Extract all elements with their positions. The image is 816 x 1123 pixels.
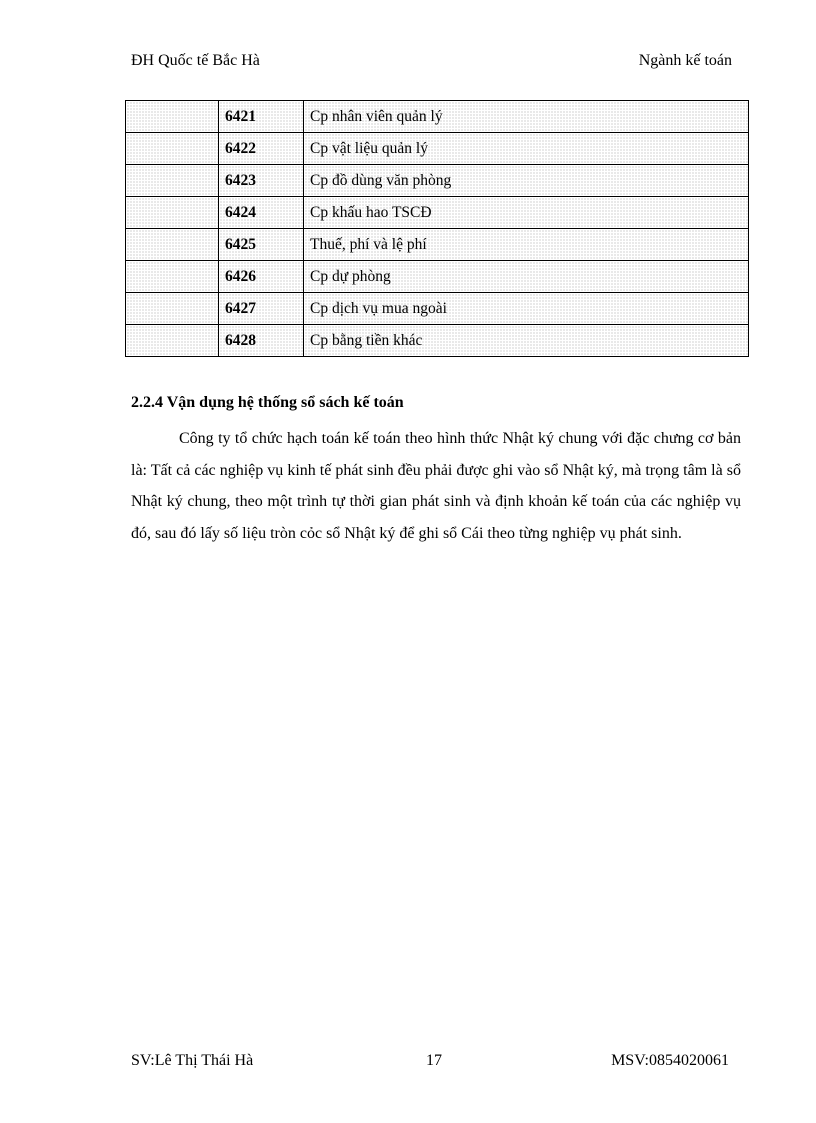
account-code: 6428 bbox=[219, 325, 304, 357]
table-row bbox=[126, 197, 749, 229]
page-header-left: ĐH Quốc tế Bắc Hà bbox=[131, 52, 260, 69]
account-description: Cp dịch vụ mua ngoài bbox=[304, 293, 749, 325]
account-code: 6424 bbox=[219, 197, 304, 229]
table-row bbox=[126, 293, 749, 325]
table-row bbox=[126, 165, 749, 197]
table-row bbox=[126, 101, 749, 133]
account-description: Cp dự phòng bbox=[304, 261, 749, 293]
page-header-right: Ngành kế toán bbox=[638, 52, 732, 69]
account-description: Cp bằng tiền khác bbox=[304, 325, 749, 357]
table-cell-empty bbox=[126, 101, 219, 133]
table-cell-empty bbox=[126, 325, 219, 357]
account-description: Cp vật liệu quản lý bbox=[304, 133, 749, 165]
footer-student-name: SV:Lê Thị Thái Hà bbox=[131, 1052, 254, 1069]
table-cell-empty bbox=[126, 197, 219, 229]
account-code: 6422 bbox=[219, 133, 304, 165]
account-table bbox=[125, 100, 749, 357]
table-cell-empty bbox=[126, 261, 219, 293]
account-code: 6426 bbox=[219, 261, 304, 293]
account-code: 6423 bbox=[219, 165, 304, 197]
body-paragraph: Công ty tổ chức hạch toán kế toán theo hình thức Nhật ký chung với đặc chưng cơ bản là: Tất cả các nghiệp vụ kinh tế phát sinh đều phải được ghi vào sổ Nhật ký, mà trọng tâm là sổ Nhật ký chung, theo một trình tự thời gian phát sinh và định khoản kế toán của các nghiệp vụ đó, sau đó lấy số liệu tròn cỏc sổ Nhật ký để ghi sổ Cái theo từng nghiệp vụ phát sinh. bbox=[131, 430, 741, 542]
footer-page-number: 17 bbox=[426, 1052, 442, 1069]
table-row bbox=[126, 133, 749, 165]
account-code: 6425 bbox=[219, 229, 304, 261]
footer-student-id: MSV:0854020061 bbox=[611, 1052, 729, 1069]
account-description: Thuế, phí và lệ phí bbox=[304, 229, 749, 261]
table-cell-empty bbox=[126, 133, 219, 165]
table-row bbox=[126, 229, 749, 261]
table-cell-empty bbox=[126, 293, 219, 325]
table-cell-empty bbox=[126, 229, 219, 261]
table-row bbox=[126, 261, 749, 293]
account-code: 6427 bbox=[219, 293, 304, 325]
account-description: Cp khấu hao TSCĐ bbox=[304, 197, 749, 229]
account-description: Cp đồ dùng văn phòng bbox=[304, 165, 749, 197]
table-row bbox=[126, 325, 749, 357]
account-description: Cp nhân viên quản lý bbox=[304, 101, 749, 133]
account-code: 6421 bbox=[219, 101, 304, 133]
section-heading: 2.2.4 Vận dụng hệ thống sổ sách kế toán bbox=[131, 394, 404, 411]
table-cell-empty bbox=[126, 165, 219, 197]
